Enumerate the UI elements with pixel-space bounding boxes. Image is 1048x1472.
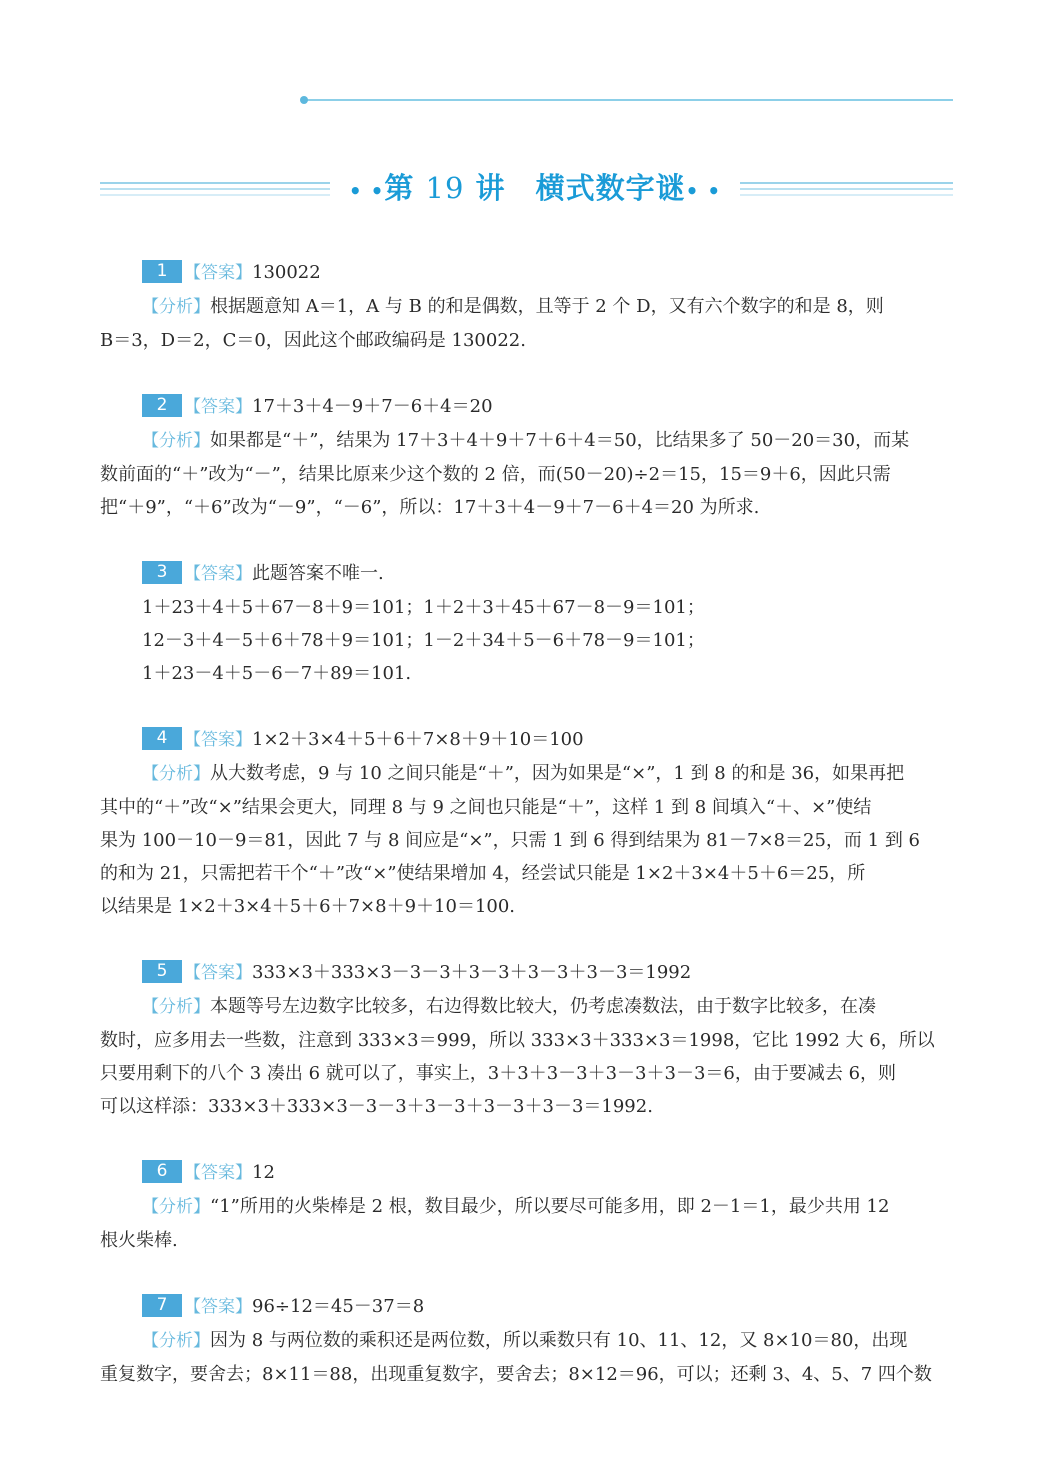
solution-line: 12－3＋4－5＋6＋78＋9＝101；1－2＋34＋5－6＋78－9＝101； [142, 630, 705, 651]
answer-text: 12 [252, 1162, 275, 1183]
problem-number-badge: 2 [142, 394, 182, 417]
answer-line [100, 256, 956, 290]
answer-tag: 【答案】 [184, 397, 252, 417]
title-prefix: 第 [384, 171, 415, 205]
lesson-title-bar [100, 160, 953, 216]
analysis-line [100, 1324, 956, 1358]
answer-text: 17＋3＋4－9＋7－6＋4＝20 [252, 396, 493, 417]
solution-line: 1＋23－4＋5－6－7＋89＝101. [142, 663, 412, 684]
analysis-text: 本题等号左边数字比较多，右边得数比较大，仍考虑凑数法，由于数字比较多，在凑 [210, 996, 876, 1017]
solutions-content [100, 256, 956, 1424]
answer-tag: 【答案】 [184, 1297, 252, 1317]
analysis-tag: 【分析】 [142, 764, 210, 784]
analysis-text: 只要用剩下的八个 3 凑出 6 就可以了，事实上，3＋3＋3－3＋3－3＋3－3＝6，由于要减去 6，则 [100, 1063, 897, 1084]
header-rule [303, 99, 953, 101]
analysis-text: 的和为 21，只需把若干个“＋”改“×”使结果增加 4，经尝试只能是 1×2＋3×4＋5＋6＝25，所 [100, 863, 866, 884]
analysis-text: 根火柴棒. [100, 1230, 178, 1251]
analysis-line [100, 424, 956, 458]
answer-line [100, 1156, 956, 1190]
analysis-text: B＝3，D＝2，C＝0，因此这个邮政编码是 130022. [100, 330, 526, 351]
analysis-tag: 【分析】 [142, 1331, 210, 1351]
analysis-line [100, 757, 956, 791]
analysis-tag: 【分析】 [142, 1197, 210, 1217]
analysis-text: 以结果是 1×2＋3×4＋5＋6＋7×8＋9＋10＝100. [100, 896, 516, 917]
title-suffix: 讲 [475, 171, 506, 205]
analysis-text: 根据题意知 A＝1，A 与 B 的和是偶数，且等于 2 个 D，又有六个数字的和是 8，则 [210, 296, 884, 317]
title-number: 19 [425, 171, 465, 205]
answer-tag: 【答案】 [184, 730, 252, 750]
analysis-text: 果为 100－10－9＝81，因此 7 与 8 间应是“×”，只需 1 到 6 得到结果为 81－7×8＝25，而 1 到 6 [100, 830, 920, 851]
analysis-text: 其中的“＋”改“×”结果会更大，同理 8 与 9 之间也只能是“＋”，这样 1 到 8 间填入“＋、×”使结 [100, 797, 872, 818]
analysis-text: 因为 8 与两位数的乘积还是两位数，所以乘数只有 10、11、12，又 8×10＝80，出现 [210, 1330, 908, 1351]
problem-7 [100, 1290, 956, 1391]
analysis-tag: 【分析】 [142, 431, 210, 451]
problem-number-badge: 1 [142, 260, 182, 283]
answer-tag: 【答案】 [184, 263, 252, 283]
analysis-line [100, 990, 956, 1024]
answer-tag: 【答案】 [184, 963, 252, 983]
problem-number-badge: 4 [142, 727, 182, 750]
header-rule-dot [300, 96, 308, 104]
analysis-text: 数时，应多用去一些数，注意到 333×3＝999，所以 333×3＋333×3＝1998，它比 1992 大 6，所以 [100, 1030, 935, 1051]
analysis-text: 可以这样添：333×3＋333×3－3－3＋3－3＋3－3＋3－3＝1992. [100, 1096, 653, 1117]
analysis-line [100, 290, 956, 324]
problem-3 [100, 557, 956, 690]
answer-tag: 【答案】 [184, 1163, 252, 1183]
analysis-tag: 【分析】 [142, 297, 210, 317]
problem-4 [100, 723, 956, 923]
answer-line [100, 723, 956, 757]
problem-number-badge: 5 [142, 960, 182, 983]
title-topic: 横式数字谜 [535, 171, 686, 205]
analysis-tag: 【分析】 [142, 997, 210, 1017]
title-deco-right [740, 160, 953, 216]
analysis-text: 从大数考虑，9 与 10 之间只能是“＋”，因为如果是“×”，1 到 8 的和是 36，如果再把 [210, 763, 905, 784]
analysis-text: “1”所用的火柴棒是 2 根，数目最少，所以要尽可能多用，即 2－1＝1，最少共用 12 [210, 1196, 890, 1217]
problem-5 [100, 956, 956, 1123]
title-deco-left [100, 160, 330, 216]
analysis-line [100, 1190, 956, 1224]
problem-1 [100, 256, 956, 357]
answer-text: 333×3＋333×3－3－3＋3－3＋3－3＋3－3＝1992 [252, 962, 692, 983]
analysis-text: 数前面的“＋”改为“－”，结果比原来少这个数的 2 倍，而(50－20)÷2＝15，15＝9＋6，因此只需 [100, 464, 891, 485]
analysis-text: 如果都是“＋”，结果为 17＋3＋4＋9＋7＋6＋4＝50，比结果多了 50－20＝30，而某 [210, 430, 910, 451]
answer-line [100, 1290, 956, 1324]
answer-text: 1×2＋3×4＋5＋6＋7×8＋9＋10＝100 [252, 729, 584, 750]
answer-text: 此题答案不唯一. [252, 563, 384, 584]
problem-2 [100, 390, 956, 524]
analysis-text: 重复数字，要舍去；8×11＝88，出现重复数字，要舍去；8×12＝96，可以；还剩 3、4、5、7 四个数 [100, 1364, 932, 1385]
lesson-title: • •第 19 讲 横式数字谜• • [348, 171, 722, 205]
answer-line [100, 956, 956, 990]
solution-line: 1＋23＋4＋5＋67－8＋9＝101；1＋2＋3＋45＋67－8－9＝101； [142, 597, 705, 618]
answer-line [100, 390, 956, 424]
problem-number-badge: 3 [142, 561, 182, 584]
problem-number-badge: 6 [142, 1160, 182, 1183]
answer-line [100, 557, 956, 591]
analysis-text: 把“＋9”，“＋6”改为“－9”，“－6”，所以：17＋3＋4－9＋7－6＋4＝20 为所求. [100, 497, 760, 518]
problem-number-badge: 7 [142, 1294, 182, 1317]
problem-6 [100, 1156, 956, 1257]
answer-tag: 【答案】 [184, 564, 252, 584]
answer-text: 130022 [252, 262, 321, 283]
answer-text: 96÷12＝45－37＝8 [252, 1296, 425, 1317]
